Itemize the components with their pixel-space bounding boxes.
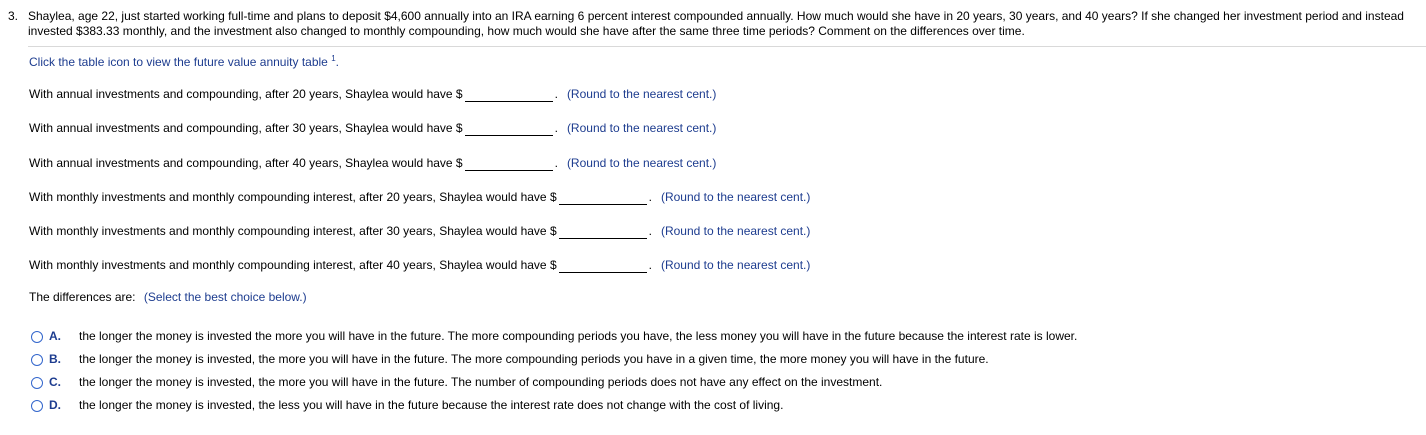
answer-label: With annual investments and compounding, after 40 years, Shaylea would have $ — [29, 156, 463, 170]
answer-period: . — [554, 87, 558, 101]
answer-period: . — [554, 121, 558, 135]
radio-button[interactable] — [31, 400, 43, 412]
answer-row-annual-30 — [29, 120, 716, 136]
answer-input-monthly-30[interactable] — [559, 223, 647, 239]
question-header — [8, 9, 1418, 39]
radio-button[interactable] — [31, 377, 43, 389]
round-hint: (Round to the nearest cent.) — [566, 87, 717, 101]
choice-text: the longer the money is invested, the less you will have in the future because the interest rate does not change with the cost of living. — [79, 398, 784, 412]
answer-period: . — [648, 224, 652, 238]
answer-row-monthly-30 — [29, 223, 810, 239]
round-hint: (Round to the nearest cent.) — [566, 156, 717, 170]
answer-label: With monthly investments and monthly compounding interest, after 20 years, Shaylea would have $ — [29, 190, 557, 204]
round-hint: (Round to the nearest cent.) — [566, 121, 717, 135]
question-text: Shaylea, age 22, just started working full-time and plans to deposit $4,600 annually into an IRA earning 6 percent interest compounded annually. How much would she have in 20 years, 30 years, and 40 years? If she changed her investment period and instead invested $383.33 monthly, and the investment also changed to monthly compounding, how much would she have after the same three time periods? Comment on the differences over time. — [28, 9, 1404, 38]
answer-row-monthly-20 — [29, 189, 810, 205]
answer-input-monthly-40[interactable] — [559, 257, 647, 273]
question-number: 3. — [8, 9, 19, 23]
answer-input-annual-30[interactable] — [465, 120, 553, 136]
table-footnote-link[interactable]: 1 — [331, 54, 336, 63]
answer-row-monthly-40 — [29, 257, 810, 273]
choice-text: the longer the money is invested the more you will have in the future. The more compounding periods you have, the less money you will have in the future because the interest rate is lower. — [79, 329, 1078, 343]
answer-label: With annual investments and compounding, after 30 years, Shaylea would have $ — [29, 121, 463, 135]
answer-input-annual-20[interactable] — [465, 86, 553, 102]
answer-input-monthly-20[interactable] — [559, 189, 647, 205]
table-icon-link[interactable]: Click the table icon to view the future value annuity table — [29, 55, 328, 69]
table-link-end: . — [335, 55, 339, 69]
answer-label: With annual investments and compounding, after 20 years, Shaylea would have $ — [29, 87, 463, 101]
radio-button[interactable] — [31, 331, 43, 343]
round-hint: (Round to the nearest cent.) — [660, 190, 811, 204]
choice-letter: D. — [49, 398, 61, 412]
divider — [28, 46, 1426, 47]
choice-text: the longer the money is invested, the more you will have in the future. The more compounding periods you have in a given time, the more money you will have in the future. — [79, 352, 989, 366]
answer-period: . — [554, 156, 558, 170]
answer-period: . — [648, 190, 652, 204]
differences-label: The differences are: — [29, 290, 136, 304]
answer-input-annual-40[interactable] — [465, 155, 553, 171]
answer-row-annual-40 — [29, 155, 716, 171]
choice-d[interactable] — [31, 398, 783, 413]
differences-prompt — [29, 290, 307, 305]
choice-b[interactable] — [31, 352, 989, 367]
choice-letter: C. — [49, 375, 61, 389]
differences-hint: (Select the best choice below.) — [143, 290, 307, 304]
answer-period: . — [648, 258, 652, 272]
answer-label: With monthly investments and monthly compounding interest, after 30 years, Shaylea would have $ — [29, 224, 557, 238]
choice-text: the longer the money is invested, the more you will have in the future. The number of compounding periods does not have any effect on the investment. — [79, 375, 883, 389]
choice-a[interactable] — [31, 329, 1077, 344]
choice-letter: A. — [49, 329, 61, 343]
radio-button[interactable] — [31, 354, 43, 366]
table-link-line — [29, 55, 339, 70]
choice-letter: B. — [49, 352, 61, 366]
answer-label: With monthly investments and monthly compounding interest, after 40 years, Shaylea would have $ — [29, 258, 557, 272]
choice-c[interactable] — [31, 375, 882, 390]
answer-row-annual-20 — [29, 86, 716, 102]
round-hint: (Round to the nearest cent.) — [660, 224, 811, 238]
round-hint: (Round to the nearest cent.) — [660, 258, 811, 272]
